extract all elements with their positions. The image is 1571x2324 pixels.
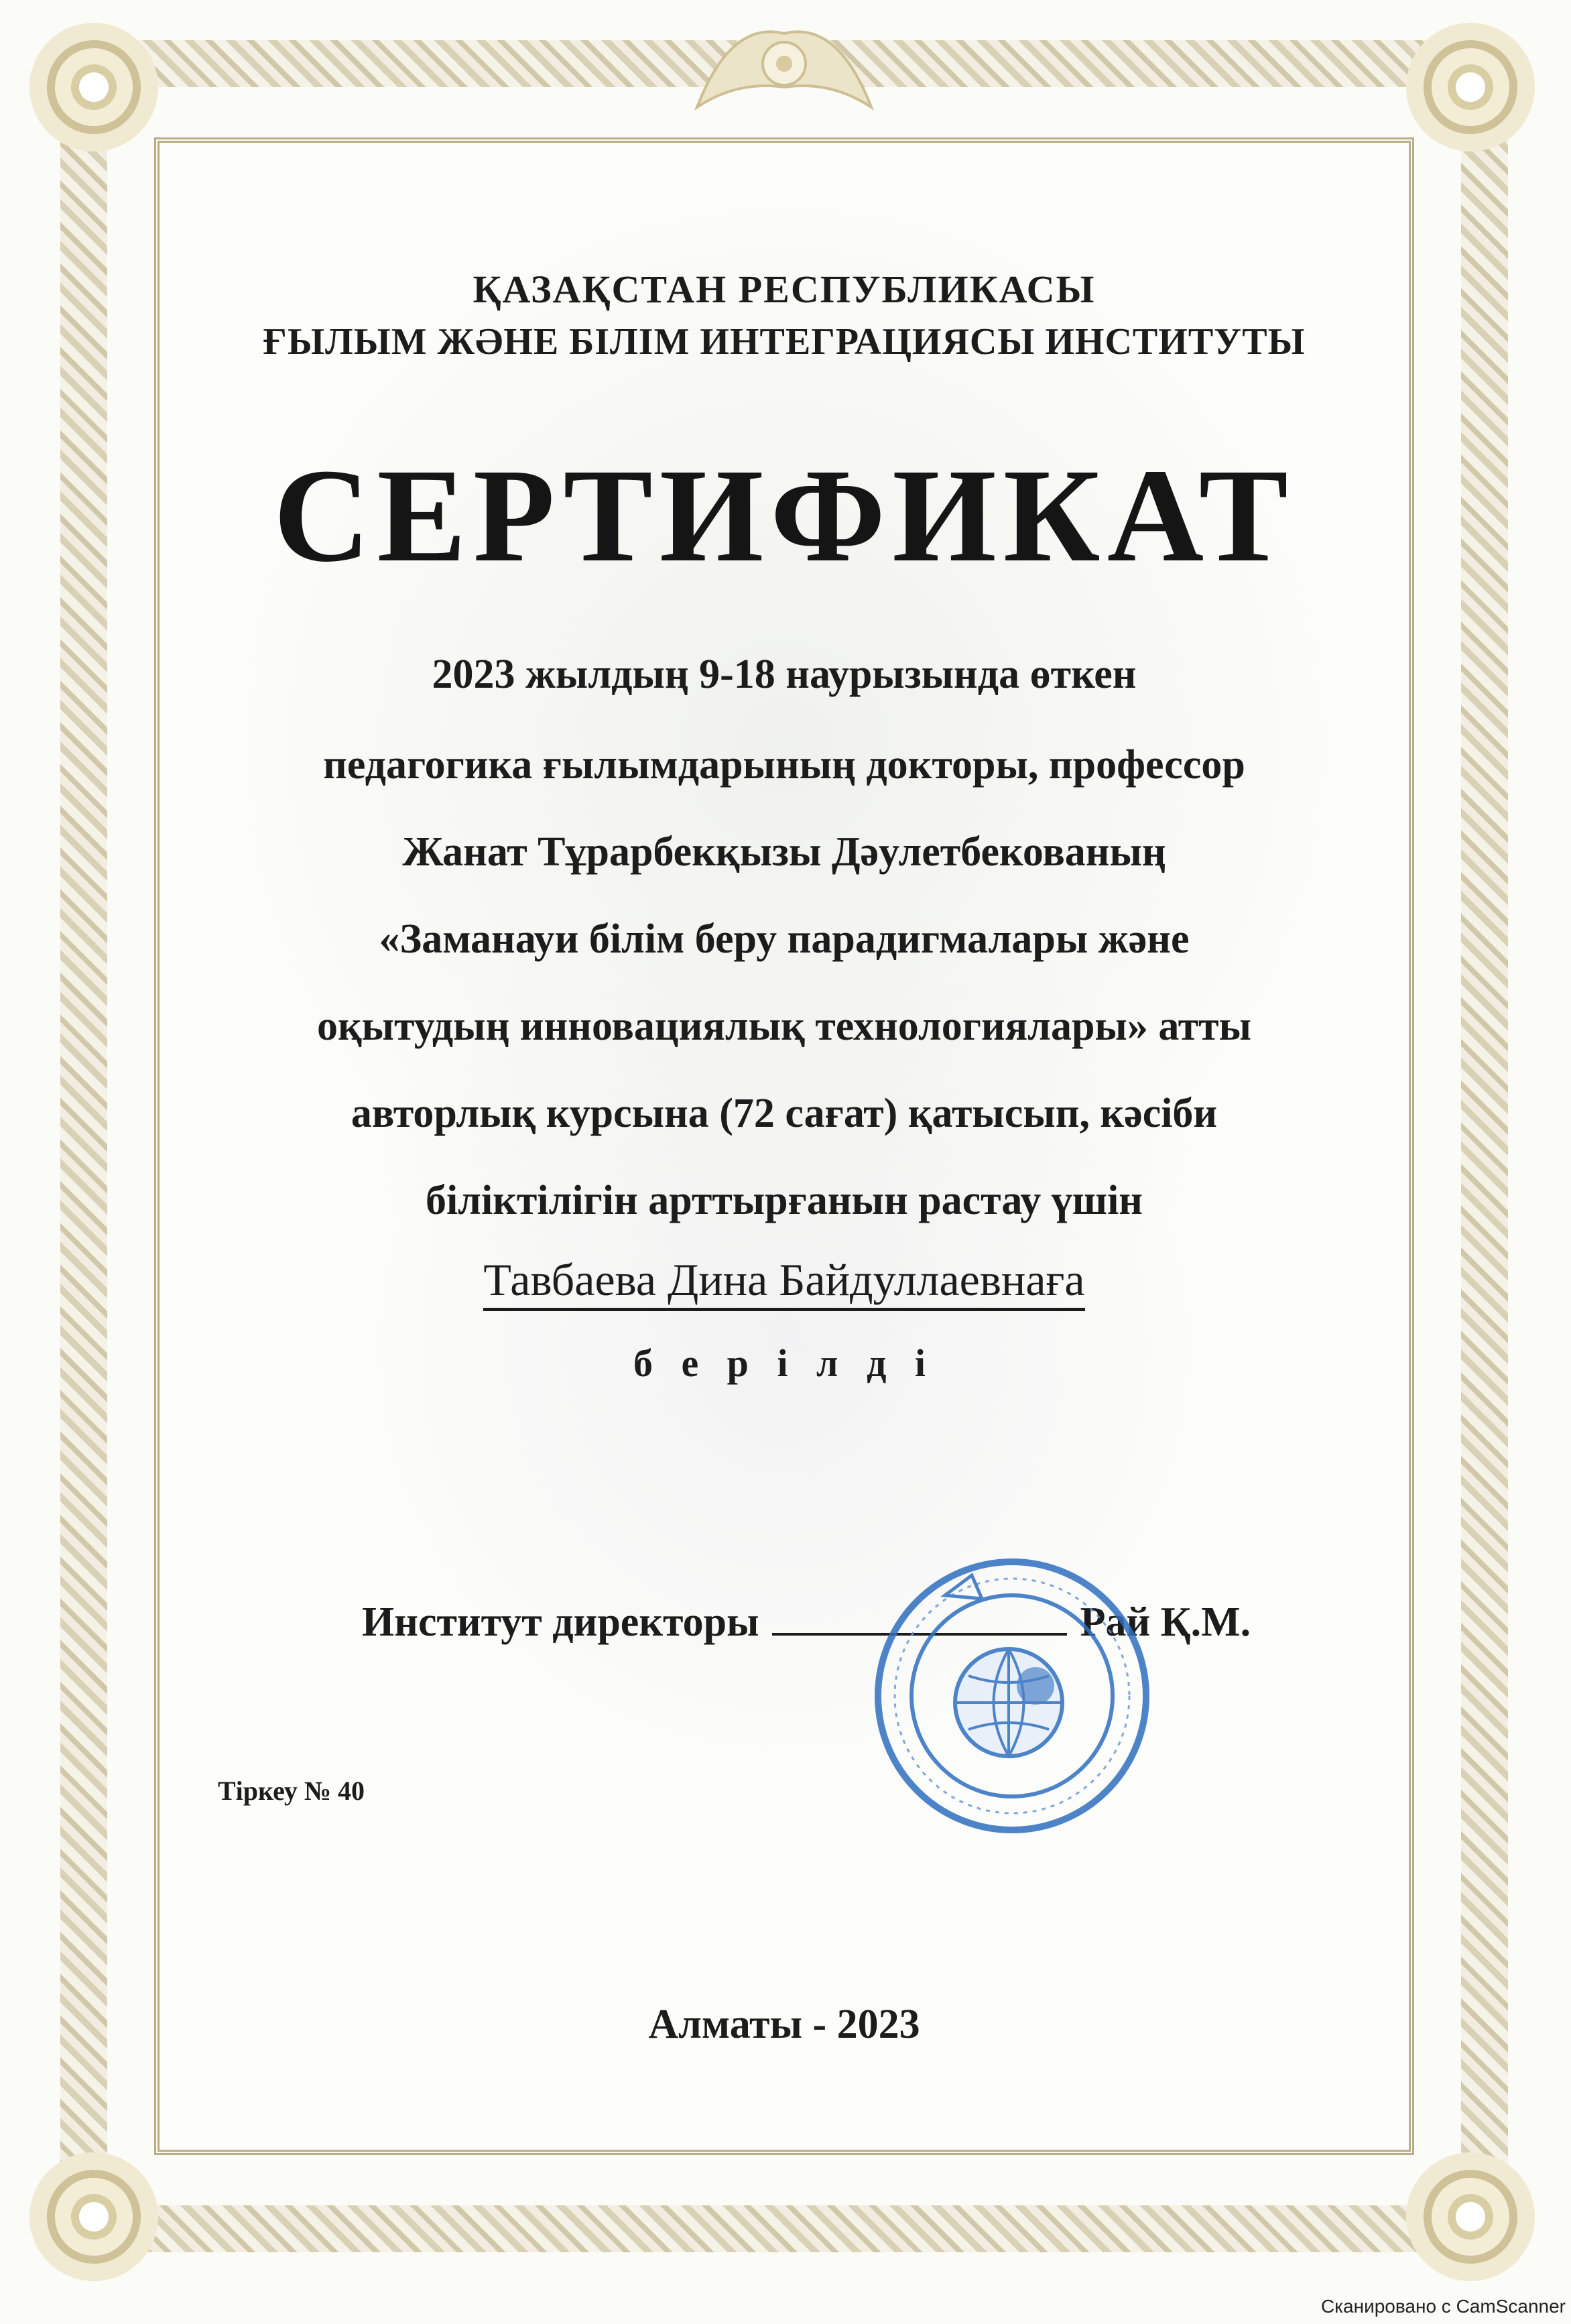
body-line-5: оқытудың инновациялық технологиялары» атты <box>316 1003 1252 1049</box>
registration-number: Тіркеу № 40 <box>218 1776 365 1806</box>
corner-ornament-bottom-left <box>27 2150 161 2284</box>
body-line-2: педагогика ғылымдарының докторы, профессор <box>323 742 1245 788</box>
certificate-title: СЕРТИФИКАТ <box>273 442 1296 590</box>
recipient-name-row <box>160 1253 1409 1306</box>
director-name: Рай Қ.М. <box>1080 1599 1251 1645</box>
corner-ornament-top-left <box>27 20 161 154</box>
body-line-6: авторлық курсына (72 сағат) қатысып, кәсіби <box>351 1091 1218 1136</box>
corner-ornament-bottom-right <box>1403 2150 1537 2284</box>
city-year-footer: Алматы - 2023 <box>648 2002 920 2047</box>
body-line-7: біліктілігін арттырғанын растау үшін <box>425 1178 1143 1223</box>
country-heading: ҚАЗАҚСТАН РЕСПУБЛИКАСЫ <box>473 267 1096 311</box>
recipient-name: Тавбаева Дина Байдуллаевнаға <box>483 1254 1084 1311</box>
director-label: Институт директоры <box>362 1599 759 1645</box>
body-line-3: Жанат Тұрарбекқызы Дәулетбекованың <box>402 829 1166 875</box>
issued-label: б е р і л д і <box>633 1341 936 1385</box>
corner-ornament-top-right <box>1403 20 1537 154</box>
body-line-4: «Заманауи білім беру парадигмалары және <box>379 916 1190 962</box>
top-crest-ornament <box>684 7 885 141</box>
scanner-watermark: Сканировано с CamScanner <box>1320 2296 1566 2317</box>
institute-heading: ҒЫЛЫМ ЖӘНЕ БІЛІМ ИНТЕГРАЦИЯСЫ ИНСТИТУТЫ <box>263 321 1306 363</box>
body-line-1: 2023 жылдың 9-18 наурызында өткен <box>432 652 1137 697</box>
institute-stamp <box>865 1548 1159 1843</box>
inner-frame <box>154 137 1414 2155</box>
